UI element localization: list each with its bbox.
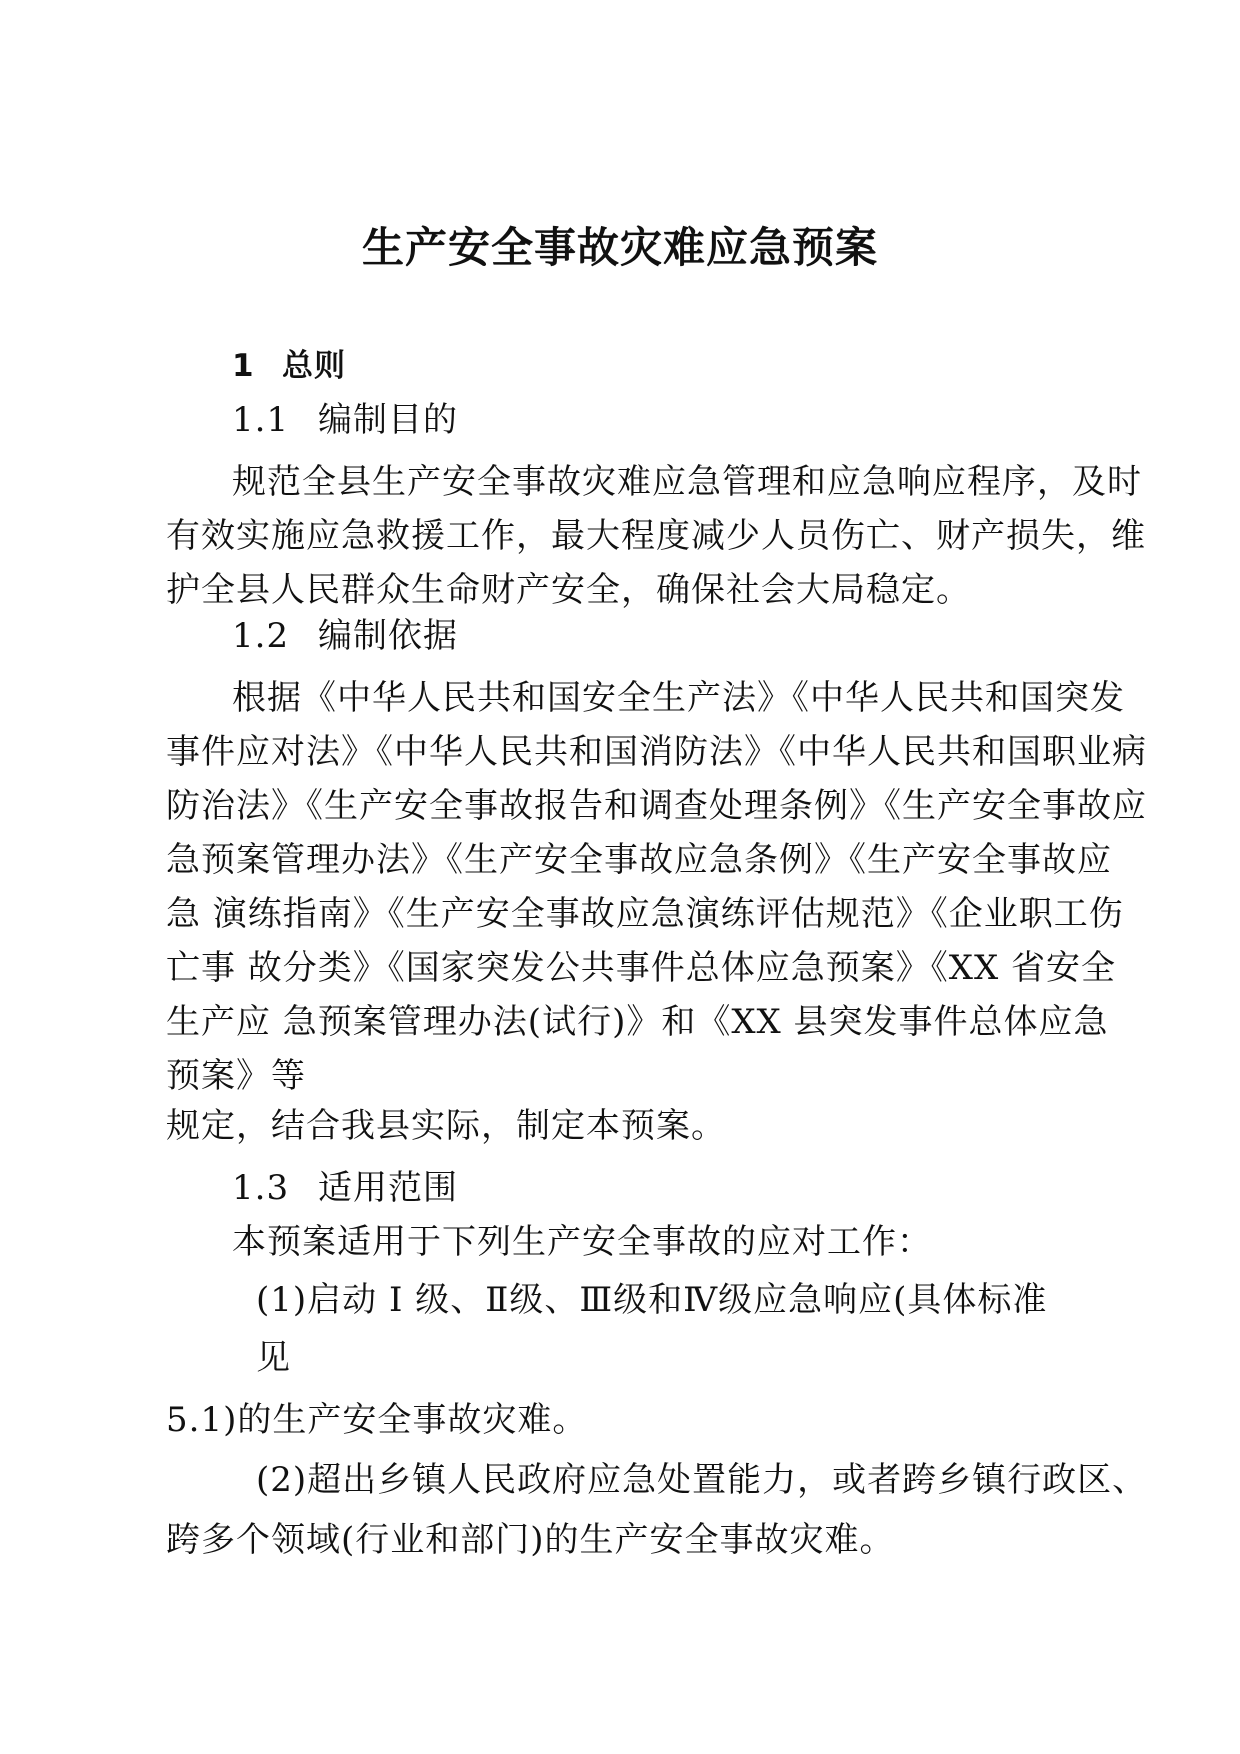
subsection-title: 编制依据 <box>318 616 458 656</box>
section-title: 总则 <box>282 348 346 384</box>
paragraph-line: 本预案适用于下列生产安全事故的应对工作： <box>232 1222 932 1262</box>
paragraph-line: 规定，结合我县实际，制定本预案。 <box>166 1106 726 1146</box>
section-number: 1 <box>232 348 255 384</box>
paragraph-line: 亡事 故分类》《国家突发公共事件总体应急预案》《XX 省安全 <box>166 948 1117 988</box>
paragraph-line: 根据《中华人民共和国安全生产法》《中华人民共和国突发 <box>232 678 1125 718</box>
subsection-number: 1.3 <box>232 1168 290 1208</box>
paragraph-line: 生产应 急预案管理办法(试行)》和《XX 县突发事件总体应急 <box>166 1002 1109 1042</box>
paragraph-line: 预案》等 <box>166 1056 306 1096</box>
paragraph-line: 有效实施应急救援工作，最大程度减少人员伤亡、财产损失，维 <box>166 516 1146 556</box>
list-item-line: 5.1)的生产安全事故灾难。 <box>166 1400 588 1440</box>
paragraph-line: 规范全县生产安全事故灾难应急管理和应急响应程序，及时 <box>232 462 1142 502</box>
list-item-line: (1)启动 Ⅰ 级、Ⅱ级、Ⅲ级和Ⅳ级应急响应(具体标准 <box>256 1280 1048 1320</box>
paragraph-line: 事件应对法》《中华人民共和国消防法》《中华人民共和国职业病 <box>166 732 1147 772</box>
subsection-title: 适用范围 <box>318 1168 458 1208</box>
document-title: 生产安全事故灾难应急预案 <box>361 223 878 272</box>
list-item-line: (2)超出乡镇人民政府应急处置能力，或者跨乡镇行政区、 <box>256 1460 1148 1500</box>
subsection-number: 1.2 <box>232 616 290 656</box>
list-item-line: 见 <box>256 1338 291 1378</box>
paragraph-line: 护全县人民群众生命财产安全，确保社会大局稳定。 <box>166 570 971 610</box>
subsection-heading-1-3 <box>232 1168 458 1208</box>
subsection-heading-1-2 <box>232 616 458 656</box>
subsection-number: 1.1 <box>232 400 290 440</box>
section-heading-1 <box>232 346 346 386</box>
subsection-heading-1-1 <box>232 400 458 440</box>
paragraph-line: 急 演练指南》《生产安全事故应急演练评估规范》《企业职工伤 <box>166 894 1124 934</box>
paragraph-line: 防治法》《生产安全事故报告和调查处理条例》《生产安全事故应 <box>166 786 1147 826</box>
paragraph-line: 急预案管理办法》《生产安全事故应急条例》《生产安全事故应 <box>166 840 1112 880</box>
list-item-line: 跨多个领域(行业和部门)的生产安全事故灾难。 <box>166 1520 895 1560</box>
subsection-title: 编制目的 <box>318 400 458 440</box>
